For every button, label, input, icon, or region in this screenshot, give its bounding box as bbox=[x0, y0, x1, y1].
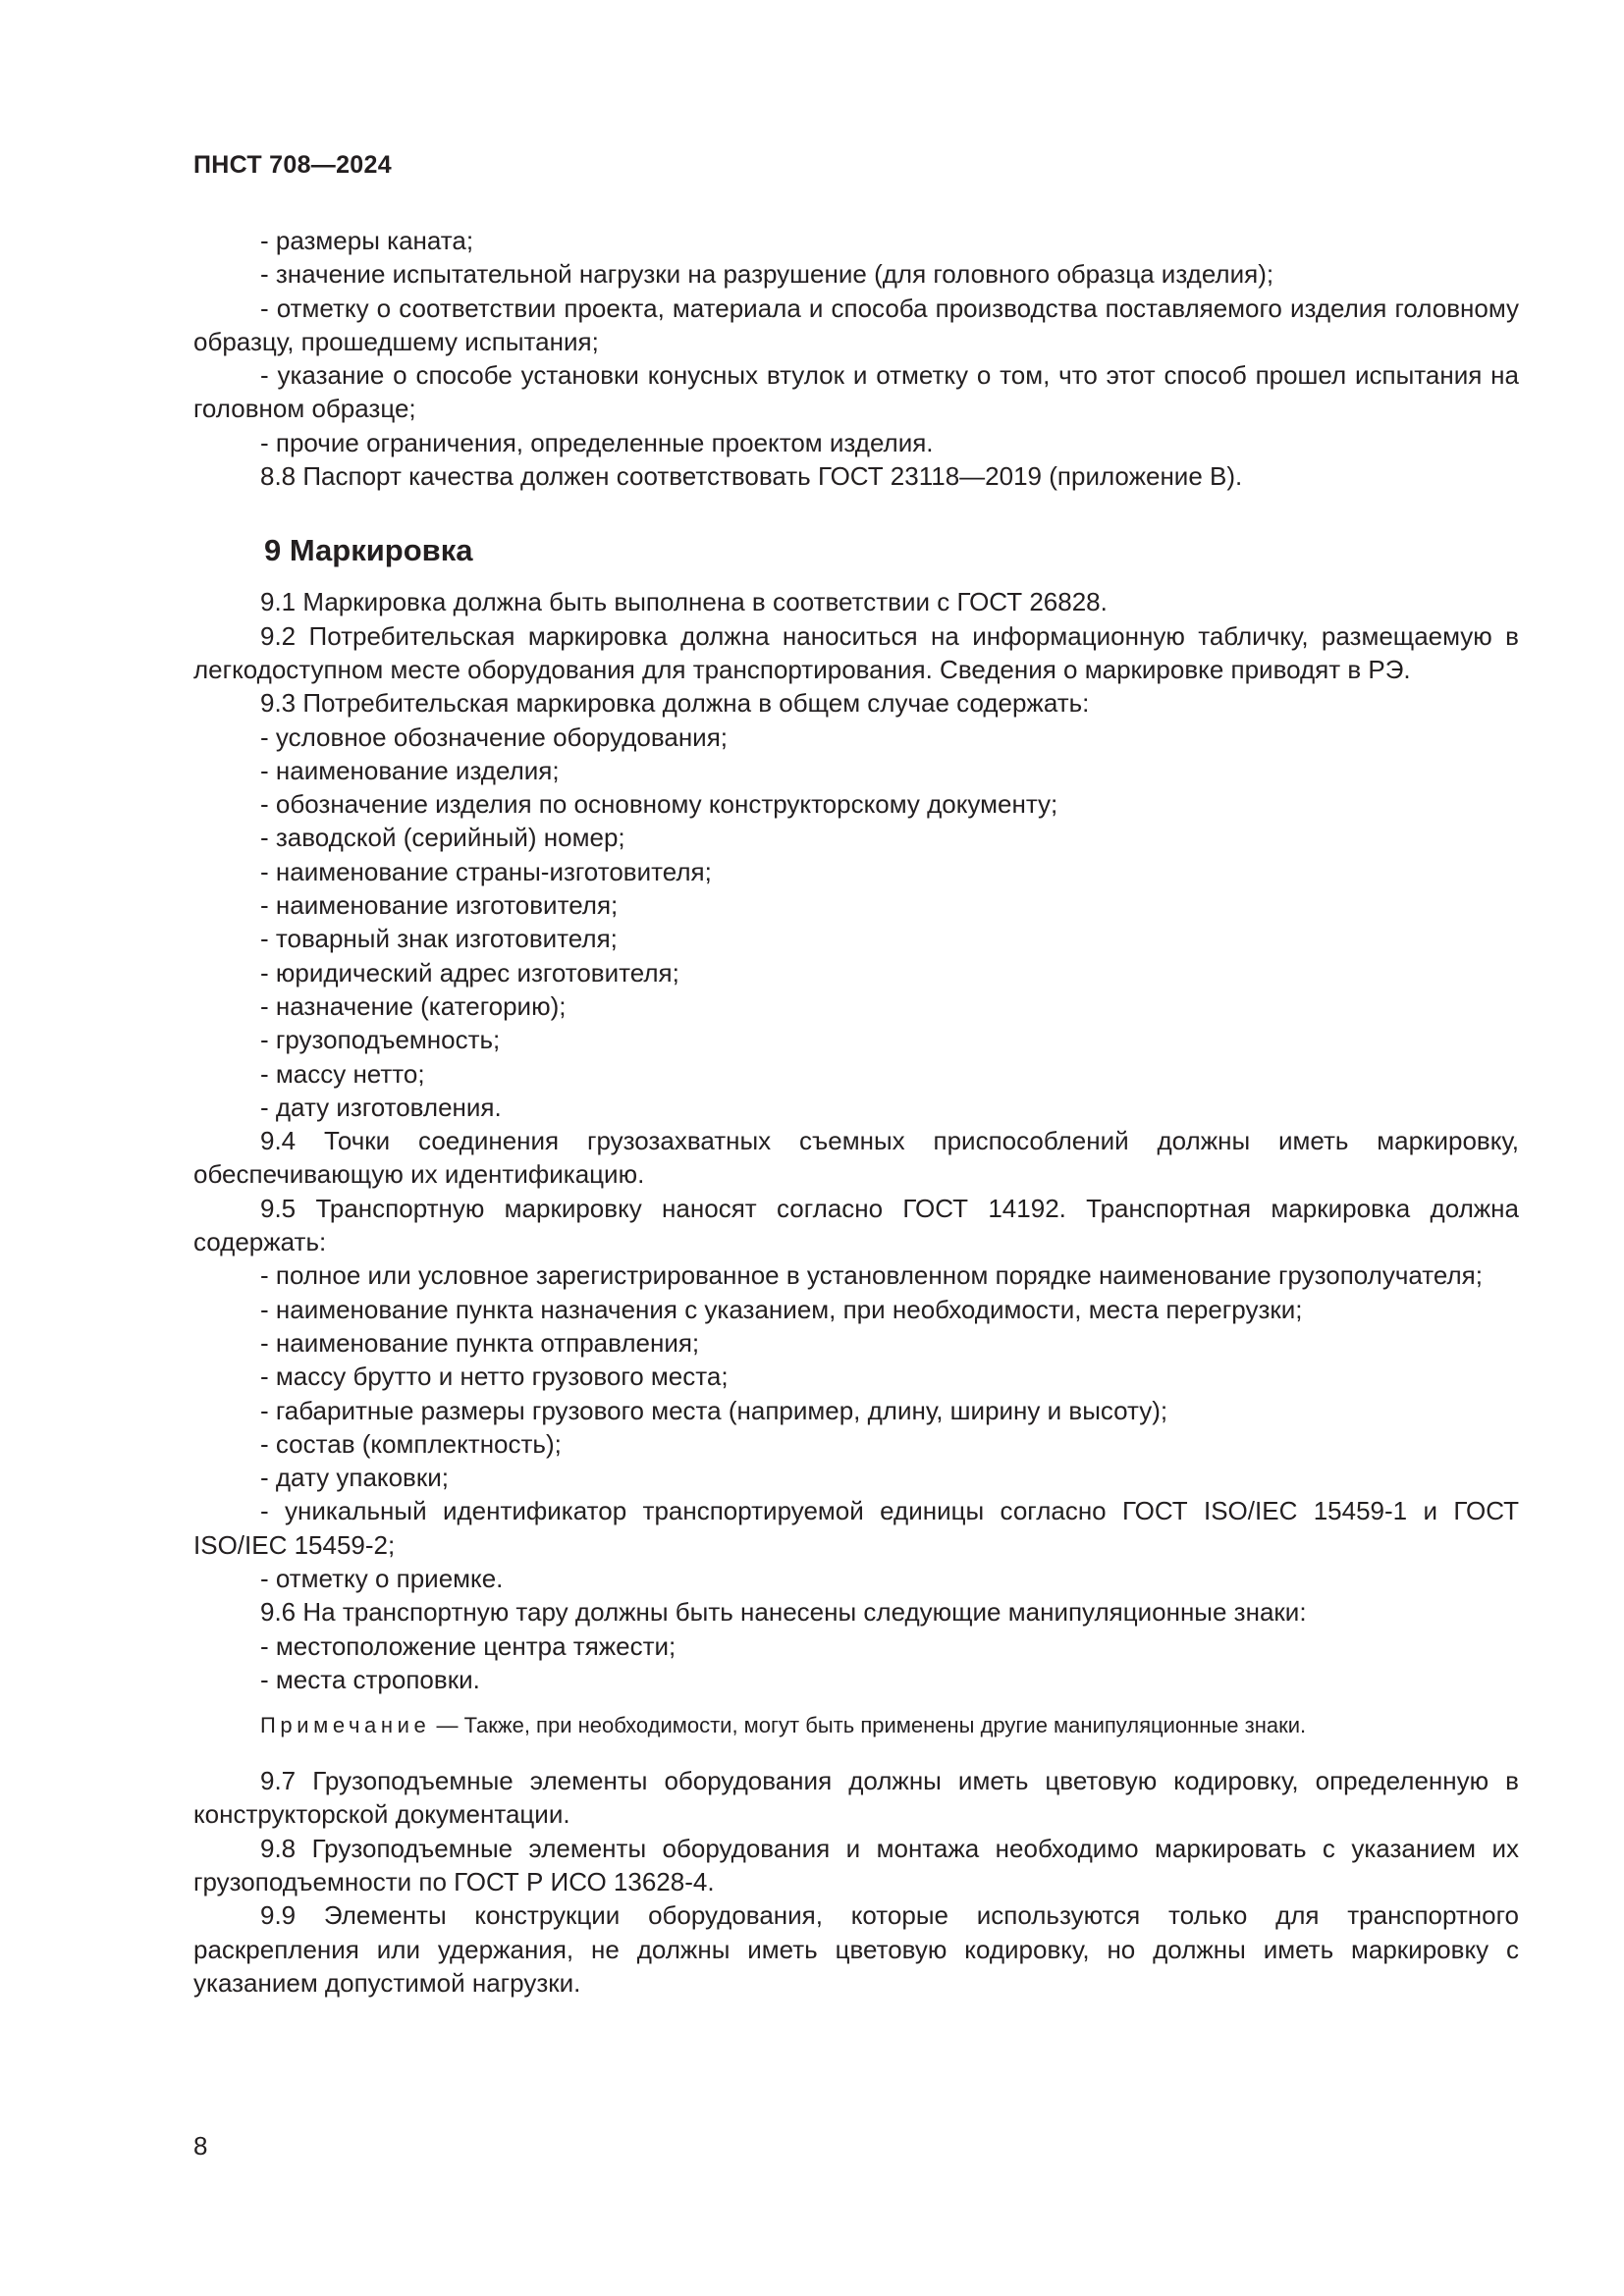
list-item: - габаритные размеры грузового места (например, длину, ширину и высоту); bbox=[260, 1395, 1168, 1425]
paragraph-9-2: 9.2 Потребительская маркировка должна наноситься на информационную табличку, размещаемую в легкодоступном месте оборудования для транспортирования. Сведения о маркировке приводят в РЭ. bbox=[193, 620, 1519, 684]
list-item: - грузоподъемность; bbox=[260, 1025, 501, 1055]
list-item: - указание о способе установки конусных втулок и отметку о том, что этот способ прошел испытания на головном образце; bbox=[193, 360, 1519, 424]
list-item: - условное обозначение оборудования; bbox=[260, 721, 728, 752]
note-label: Примечание bbox=[260, 1713, 431, 1738]
list-item: - массу брутто и нетто грузового места; bbox=[260, 1362, 729, 1392]
document-code: ПНСТ 708—2024 bbox=[193, 151, 392, 179]
list-item: - назначение (категорию); bbox=[260, 990, 567, 1021]
list-item: - дату изготовления. bbox=[260, 1092, 502, 1122]
section-title: 9 Маркировка bbox=[264, 533, 473, 568]
list-item: - значение испытательной нагрузки на разрушение (для головного образца изделия); bbox=[260, 259, 1274, 290]
list-item: - размеры каната; bbox=[260, 226, 474, 255]
list-item: - отметку о соответствии проекта, материала и способа производства поставляемого изделия головному образцу, прошедшему испытания; bbox=[193, 293, 1519, 356]
paragraph-9-9: 9.9 Элементы конструкции оборудования, которые используются только для транспортного раскрепления или удержания, не должны иметь цветовую кодировку, но должны иметь маркировку с указанием допустимой нагрузки. bbox=[193, 1900, 1519, 1998]
list-item: - товарный знак изготовителя; bbox=[260, 924, 618, 954]
paragraph-8-8: 8.8 Паспорт качества должен соответствовать ГОСТ 23118—2019 (приложение В). bbox=[260, 461, 1243, 492]
paragraph-9-6: 9.6 На транспортную тару должны быть нанесены следующие манипуляционные знаки: bbox=[260, 1597, 1307, 1628]
list-item: - наименование страны-изготовителя; bbox=[260, 856, 712, 886]
list-item: - дату упаковки; bbox=[260, 1463, 449, 1493]
list-item: - массу нетто; bbox=[260, 1058, 425, 1089]
page-body bbox=[193, 224, 1519, 2000]
paragraph-9-1: 9.1 Маркировка должна быть выполнена в соответствии с ГОСТ 26828. bbox=[260, 587, 1108, 617]
list-item: - обозначение изделия по основному конструкторскому документу; bbox=[260, 789, 1058, 820]
list-item: - состав (комплектность); bbox=[260, 1428, 562, 1459]
list-item: - наименование пункта отправления; bbox=[260, 1327, 700, 1358]
paragraph-9-8: 9.8 Грузоподъемные элементы оборудования и монтажа необходимо маркировать с указанием их грузоподъемности по ГОСТ Р ИСО 13628-4. bbox=[193, 1833, 1519, 1897]
note bbox=[193, 1711, 1519, 1740]
list-item: - наименование изготовителя; bbox=[260, 890, 619, 921]
list-item: - места строповки. bbox=[260, 1664, 480, 1694]
paragraph-9-5: 9.5 Транспортную маркировку наносят согласно ГОСТ 14192. Транспортная маркировка должна содержать: bbox=[193, 1193, 1519, 1257]
list-item: - полное или условное зарегистрированное в установленном порядке наименование грузополучателя; bbox=[260, 1260, 1483, 1291]
paragraph-9-4: 9.4 Точки соединения грузозахватных съемных приспособлений должны иметь маркировку, обеспечивающую их идентификацию. bbox=[193, 1126, 1519, 1190]
list-item: - наименование пункта назначения с указанием, при необходимости, места перегрузки; bbox=[260, 1294, 1303, 1324]
note-text: — Также, при необходимости, могут быть применены другие манипуляционные знаки. bbox=[430, 1713, 1307, 1738]
list-item: - уникальный идентификатор транспортируемой единицы согласно ГОСТ ISO/IEC 15459-1 и ГОСТ ISO/IEC 15459-2; bbox=[193, 1496, 1519, 1560]
paragraph-9-7: 9.7 Грузоподъемные элементы оборудования должны иметь цветовую кодировку, определенную в конструкторской документации. bbox=[193, 1766, 1519, 1830]
list-item: - местоположение центра тяжести; bbox=[260, 1630, 677, 1661]
list-item: - отметку о приемке. bbox=[260, 1563, 504, 1593]
list-item: - наименование изделия; bbox=[260, 755, 560, 785]
page-number: 8 bbox=[193, 2131, 208, 2161]
list-item: - заводской (серийный) номер; bbox=[260, 823, 625, 853]
paragraph-9-3: 9.3 Потребительская маркировка должна в общем случае содержать: bbox=[260, 688, 1090, 719]
list-item: - прочие ограничения, определенные проектом изделия. bbox=[260, 427, 934, 457]
list-item: - юридический адрес изготовителя; bbox=[260, 957, 679, 988]
